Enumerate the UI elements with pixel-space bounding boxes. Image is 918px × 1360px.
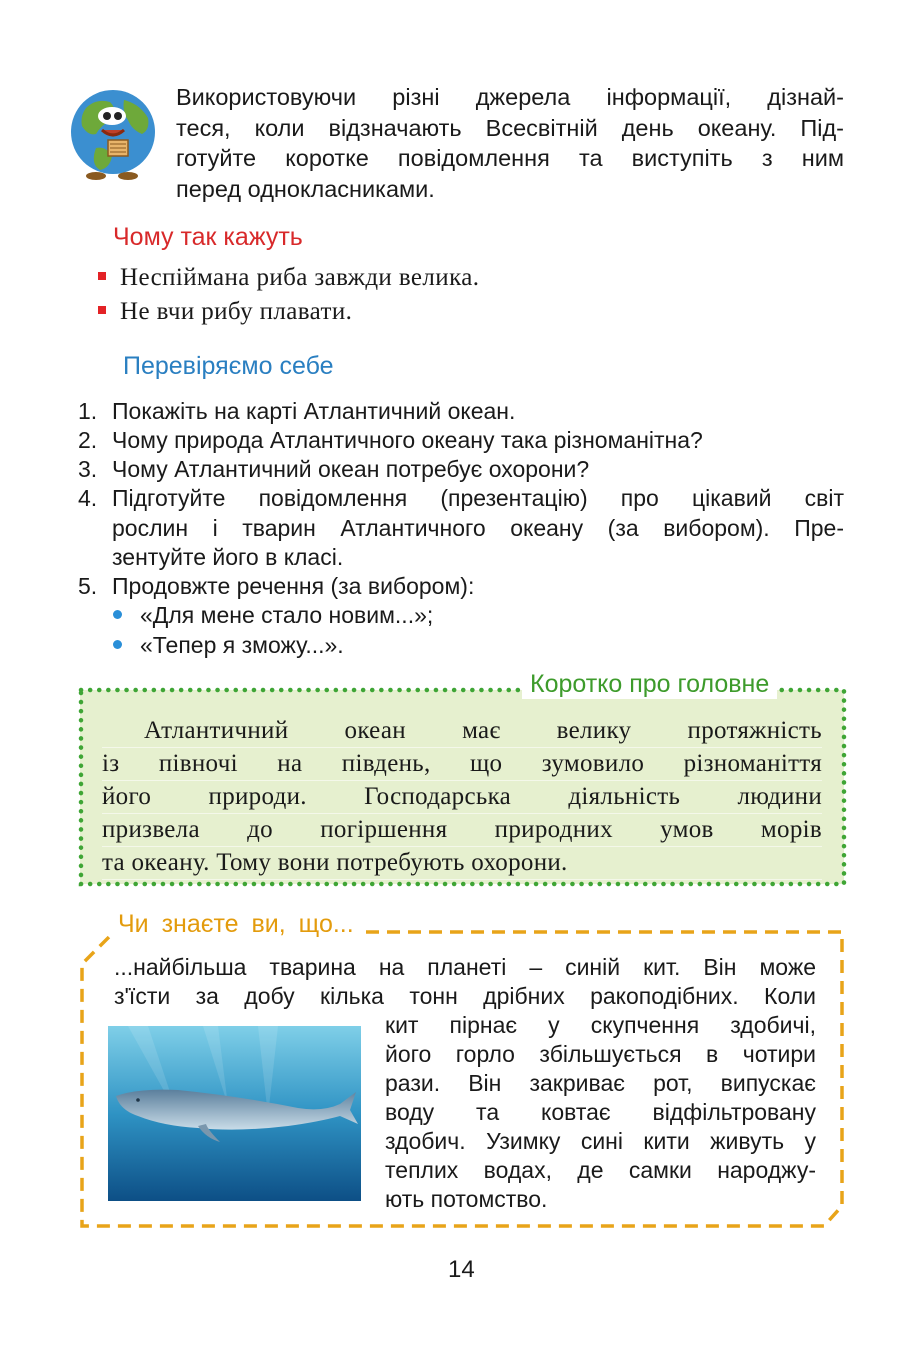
did-you-know-line: рази. Він закриває рот, випускає bbox=[385, 1070, 816, 1096]
whale-photo bbox=[108, 1026, 361, 1201]
question-line: рослин і тварин Атлантичного океану (за вибором). Пре- bbox=[112, 514, 844, 541]
question-line: зентуйте його в класі. bbox=[112, 544, 344, 570]
question-text: Покажіть на карті Атлантичний океан. bbox=[112, 398, 516, 424]
question-number: 1. bbox=[78, 398, 98, 424]
sayings-heading: Чому так кажуть bbox=[113, 223, 303, 251]
question-item bbox=[78, 455, 848, 485]
question-text: Чому Атлантичний океан потребує охорони? bbox=[112, 456, 590, 482]
question-item bbox=[78, 572, 848, 602]
question-number: 2. bbox=[78, 427, 98, 453]
intro-line: готуйте коротке повідомлення та виступіть з ним bbox=[176, 145, 844, 171]
did-you-know-line: здобич. Узимку сині кити живуть у bbox=[385, 1128, 816, 1154]
did-you-know-line: ють потомство. bbox=[385, 1186, 548, 1212]
saying-item bbox=[98, 298, 352, 326]
question-number: 3. bbox=[78, 456, 98, 482]
question-text bbox=[112, 484, 844, 573]
intro-line: теся, коли відзначають Всесвітній день океану. Під- bbox=[176, 114, 844, 141]
summary-line: призвела до погіршення природних умов морів bbox=[102, 814, 822, 847]
summary-line: Атлантичний океан має велику протяжність bbox=[102, 715, 822, 748]
page-number: 14 bbox=[448, 1256, 475, 1283]
intro-paragraph bbox=[176, 82, 844, 204]
question-text: Чому природа Атлантичного океану така різноманітна? bbox=[112, 427, 703, 453]
summary-line: та океану. Тому вони потребують охорони. bbox=[102, 847, 822, 880]
saying-text: Не вчи рибу плавати. bbox=[120, 298, 353, 325]
summary-line: із півночі на південь, що зумовило різноманіття bbox=[102, 748, 822, 781]
did-you-know-text bbox=[114, 953, 816, 1011]
globe-mascot-icon bbox=[66, 86, 160, 182]
did-you-know-line: з'їсти за добу кілька тонн дрібних ракоподібних. Коли bbox=[114, 983, 816, 1009]
summary-title: Коротко про головне bbox=[522, 670, 777, 699]
question-number: 4. bbox=[78, 485, 98, 511]
intro-line: перед однокласниками. bbox=[176, 175, 435, 202]
question-item bbox=[78, 397, 848, 427]
round-bullet-icon bbox=[113, 610, 122, 619]
summary-text bbox=[102, 715, 822, 880]
square-bullet-icon bbox=[98, 306, 106, 314]
did-you-know-line: теплих водах, де самки народжу- bbox=[385, 1157, 816, 1183]
round-bullet-icon bbox=[113, 640, 122, 649]
sub-item-text: «Тепер я зможу...». bbox=[140, 632, 344, 658]
saying-item bbox=[98, 264, 479, 292]
check-heading: Перевіряємо себе bbox=[123, 352, 334, 380]
sub-item-text: «Для мене стало новим...»; bbox=[140, 602, 434, 628]
question-item bbox=[78, 426, 848, 456]
sub-item bbox=[113, 632, 344, 659]
did-you-know-line: кит пірнає у скупчення здобичі, bbox=[385, 1012, 816, 1038]
did-you-know-side-text bbox=[385, 1011, 816, 1214]
did-you-know-line: його горло збільшується в чотири bbox=[385, 1041, 816, 1067]
did-you-know-line: ...найбільша тварина на планеті – синій кит. Він може bbox=[114, 954, 816, 980]
square-bullet-icon bbox=[98, 272, 106, 280]
question-line: Підготуйте повідомлення (презентацію) про цікавий світ bbox=[112, 485, 844, 511]
summary-line: його природи. Господарська діяльність людини bbox=[102, 781, 822, 814]
did-you-know-title: Чи знаєте ви, що... bbox=[112, 910, 360, 939]
sub-item bbox=[113, 602, 433, 629]
question-text: Продовжте речення (за вибором): bbox=[112, 573, 475, 599]
question-number: 5. bbox=[78, 573, 98, 599]
intro-line: Використовуючи різні джерела інформації, дізнай- bbox=[176, 84, 844, 110]
question-item bbox=[78, 484, 848, 573]
did-you-know-line: воду та ковтає відфільтровану bbox=[385, 1099, 816, 1125]
saying-text: Неспіймана риба завжди велика. bbox=[120, 264, 480, 291]
